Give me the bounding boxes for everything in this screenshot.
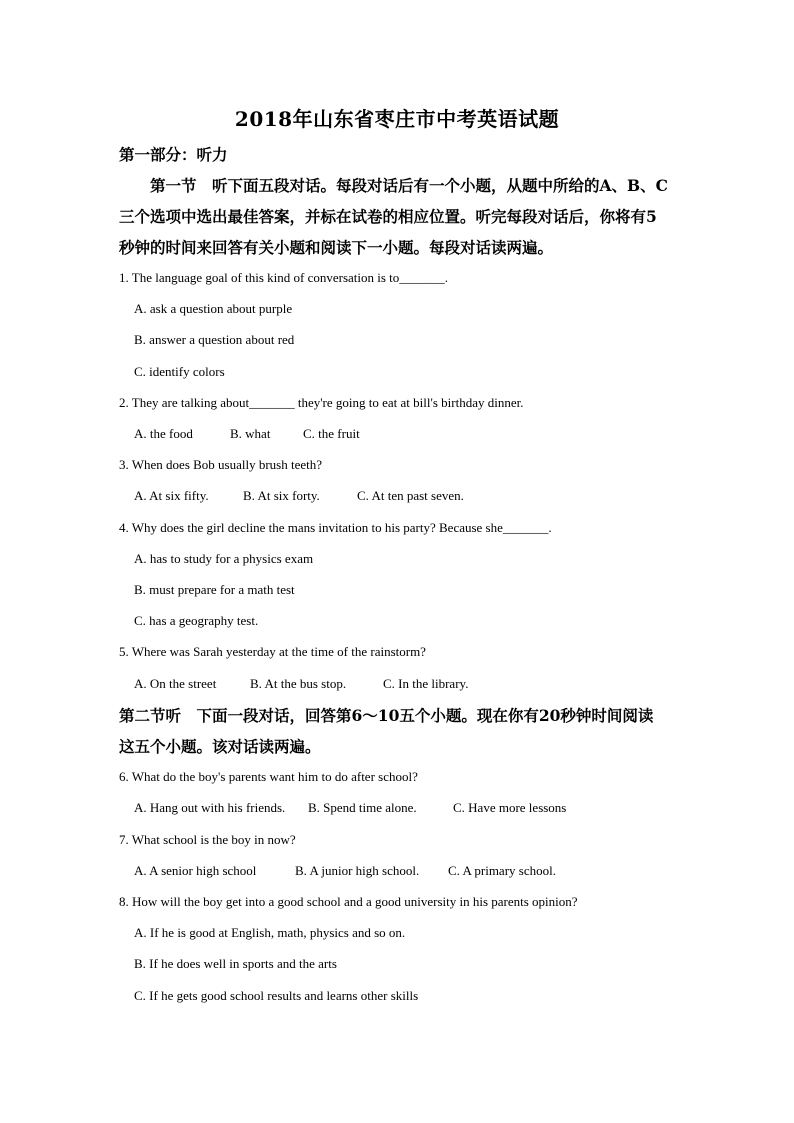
question-7-option-a: A. A senior high school (134, 863, 257, 878)
question-7-stem: 7. What school is the boy in now? (119, 832, 296, 847)
section2-instructions (119, 700, 679, 762)
question-8-option-a: A. If he is good at English, math, physics and so on. (134, 925, 406, 940)
question-4-option-a: A. has to study for a physics exam (134, 551, 314, 566)
section1-line: 三个选项中选出最佳答案，并标在试卷的相应位置。听完每段对话后，你将有5 (119, 207, 657, 226)
section1-instructions (119, 170, 679, 263)
question-4-option-b: B. must prepare for a math test (134, 582, 295, 597)
question-8-option-b: B. If he does well in sports and the arts (134, 956, 337, 971)
section2-line: 第二节听 下面一段对话，回答第6～10五个小题。现在你有20秒钟时间阅读 (119, 706, 654, 725)
question-6-option-c: C. Have more lessons (453, 800, 567, 815)
section1-line: 秒钟的时间来回答有关小题和阅读下一小题。每段对话读两遍。 (119, 238, 554, 257)
question-5-option-c: C. In the library. (383, 676, 469, 691)
section2-line: 这五个小题。该对话读两遍。 (119, 737, 321, 756)
question-1-option-b: B. answer a question about red (134, 332, 295, 347)
question-3-option-c: C. At ten past seven. (357, 488, 464, 503)
question-1-option-c: C. identify colors (134, 364, 225, 379)
question-2-option-c: C. the fruit (303, 426, 360, 441)
question-6-stem: 6. What do the boy's parents want him to do after school? (119, 769, 418, 784)
question-1-stem: 1. The language goal of this kind of conversation is to_______. (119, 270, 449, 285)
part-heading-listening: 第一部分：听力 (119, 145, 228, 164)
question-8-option-c: C. If he gets good school results and learns other skills (134, 988, 419, 1003)
question-5-stem: 5. Where was Sarah yesterday at the time of the rainstorm? (119, 644, 426, 659)
question-7-option-b: B. A junior high school. (295, 863, 420, 878)
question-2-option-b: B. what (230, 426, 271, 441)
question-8-stem: 8. How will the boy get into a good school and a good university in his parents opinion? (119, 894, 578, 909)
page-title: 2018年山东省枣庄市中考英语试题 (234, 107, 560, 131)
section1-line: 第一节 听下面五段对话。每段对话后有一个小题，从题中所给的A、B、C (119, 176, 668, 195)
question-2-stem: 2. They are talking about_______ they're going to eat at bill's birthday dinner. (119, 395, 524, 410)
question-4-option-c: C. has a geography test. (134, 613, 259, 628)
question-2-option-a: A. the food (134, 426, 193, 441)
question-5-option-a: A. On the street (134, 676, 217, 691)
question-4-stem: 4. Why does the girl decline the mans invitation to his party? Because she_______. (119, 520, 552, 535)
question-3-stem: 3. When does Bob usually brush teeth? (119, 457, 323, 472)
question-6-option-a: A. Hang out with his friends. (134, 800, 286, 815)
question-3-option-b: B. At six forty. (243, 488, 320, 503)
question-6-option-b: B. Spend time alone. (308, 800, 417, 815)
question-1-option-a: A. ask a question about purple (134, 301, 293, 316)
question-7-option-c: C. A primary school. (448, 863, 556, 878)
question-5-option-b: B. At the bus stop. (250, 676, 347, 691)
question-3-option-a: A. At six fifty. (134, 488, 209, 503)
